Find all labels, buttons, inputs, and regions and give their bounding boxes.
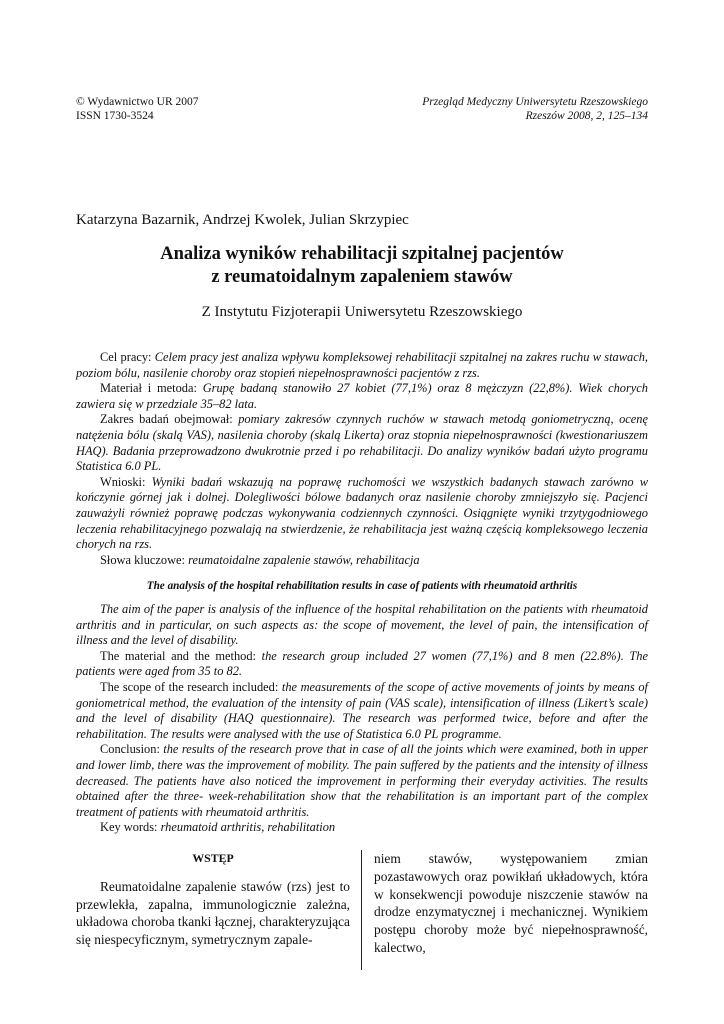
abstract-paragraph — [76, 680, 648, 742]
authors: Katarzyna Bazarnik, Andrzej Kwolek, Julian Skrzypiec — [76, 212, 409, 228]
paragraph-label: The scope of the research included: — [100, 679, 282, 694]
body-column-right — [374, 850, 648, 957]
body-paragraph: niem stawów, występowaniem zmian pozastawowych oraz powikłań układowych, która w konsekwencji powoduje niszczenie stawów na drodze enzymatycznej i mechanicznej. Wynikiem postępu choroby może być niepełnosprawność, kalectwo, — [374, 851, 648, 955]
paragraph-label: Cel pracy: — [100, 350, 155, 364]
title-line-1: Analiza wyników rehabilitacji szpitalnej pacjentów — [160, 244, 564, 264]
paragraph-text: the results of the research prove that in case of all the joints which were examined, both in upper and lower limb, there was the improvement of mobility. The pain suffered by the patients and the intensity of illness decreased. The patients have also noticed the improvement in performing their everyday activities. The results obtained after the three- week-rehabilitation show that the rehabilitation is an important part of the complex treatment of patients with rheumatoid arthritis. — [76, 742, 648, 819]
journal-name: Przegląd Medyczny Uniwersytetu Rzeszowskiego — [422, 96, 648, 108]
abstract-paragraph — [76, 412, 648, 474]
affiliation: Z Instytutu Fizjoterapii Uniwersytetu Rzeszowskiego — [201, 304, 523, 320]
article-title — [76, 243, 648, 289]
paragraph-text: reumatoidalne zapalenie stawów, rehabilitacja — [188, 552, 420, 567]
paragraph-label: Conclusion: — [100, 742, 164, 757]
paragraph-label: Słowa kluczowe: — [100, 552, 189, 567]
paragraph-text: Celem pracy jest analiza wpływu kompleksowej rehabilitacji szpitalnej na zakres ruchu w stawach, poziom bólu, nasilenie choroby oraz stopień niepełnosprawności pacjentów z rzs. — [76, 350, 648, 380]
copyright-line: © Wydawnictwo UR 2007 — [76, 96, 199, 108]
abstract-polish — [76, 350, 648, 568]
paragraph-label: Key words: — [100, 820, 161, 835]
paragraph-label: The material and the method: — [100, 648, 262, 663]
abstract-paragraph — [76, 602, 648, 649]
english-abstract-title: The analysis of the hospital rehabilitation results in case of patients with rheumatoid arthritis — [146, 580, 578, 592]
paragraph-label: Materiał i metoda: — [100, 381, 203, 396]
journal-info — [422, 96, 648, 123]
paragraph-label: Zakres badań obejmował: — [100, 412, 239, 427]
abstract-paragraph — [76, 649, 648, 680]
paragraph-text: Wyniki badań wskazują na poprawę ruchomości we wszystkich badanych stawach zarówno w kończynie górnej jak i dolnej. Dolegliwości bólowe badanych oraz nasilenie choroby zmniejszyło się. Pacjenci zauważyli również poprawę podczas wykonywania codziennych czynności. Osiągnięte wyniki trzytygodniowego leczenia rehabilitacyjnego pozwalają na stwierdzenie, że rehabilitacja jest ważną częścią kompleksowego leczenia chorych na rzs. — [76, 474, 648, 552]
body-column-left — [76, 850, 350, 949]
section-heading: WSTĘP — [192, 851, 234, 865]
paragraph-text: pomiary zakresów czynnych ruchów w stawach metodą goniometryczną, ocenę natężenia bólu (skalą VAS), nasilenia choroby (skalą Likerta) oraz stopnia niepełnosprawności (kwestionariuszem HAQ). Badania przeprowadzono dwukrotnie przed i po rehabilitacji. Do analizy wyników badań użyto programu Statistica 6.0 PL. — [76, 412, 649, 474]
abstract-paragraph — [76, 475, 648, 553]
paragraph-text: rheumatoid arthritis, rehabilitation — [160, 820, 336, 835]
body-paragraph: Reumatoidalne zapalenie stawów (rzs) jest to przewlekła, zapalna, immunologicznie zależna, układowa choroba tkanki łącznej, charakteryzująca się niespecyficznym, symetrycznym zapale- — [76, 878, 350, 948]
abstract-paragraph — [76, 820, 648, 836]
abstract-english — [76, 602, 648, 836]
paragraph-text: The aim of the paper is analysis of the influence of the hospital rehabilitation on the patients with rheumatoid arthritis and in particular, on such aspects as: the scope of movement, the level of pain, the intensification of illness and the level of disability. — [76, 602, 648, 648]
abstract-paragraph — [76, 553, 648, 569]
journal-issue: Rzeszów 2008, 2, 125–134 — [525, 109, 648, 122]
publisher-info — [76, 96, 199, 123]
paragraph-text: the research group included 27 women (77,1%) and 8 men (22.8%). The patients were aged from 35 to 82. — [76, 648, 648, 679]
abstract-paragraph — [76, 742, 648, 820]
title-line-2: z reumatoidalnym zapaleniem stawów — [211, 267, 513, 287]
paragraph-label: Wnioski: — [100, 474, 152, 489]
paragraph-text: Grupę badaną stanowiło 27 kobiet (77,1%) oraz 8 mężczyzn (22,8%). Wiek chorych zawiera się w przedziale 35–82 lata. — [76, 381, 649, 411]
abstract-paragraph — [76, 350, 648, 381]
issn-line: ISSN 1730-3524 — [76, 109, 154, 122]
paragraph-text: the measurements of the scope of active movements of joints by means of goniometrical method, the evaluation of the intensity of pain (VAS scale), intensification of illness (Likert’s scale) and the level of disability (HAQ questionnaire). The research was performed twice, before and after the rehabilitation. The results were analysed with the use of Statistica 6.0 PL programme. — [76, 679, 648, 741]
column-divider — [361, 850, 362, 970]
abstract-paragraph — [76, 381, 648, 412]
